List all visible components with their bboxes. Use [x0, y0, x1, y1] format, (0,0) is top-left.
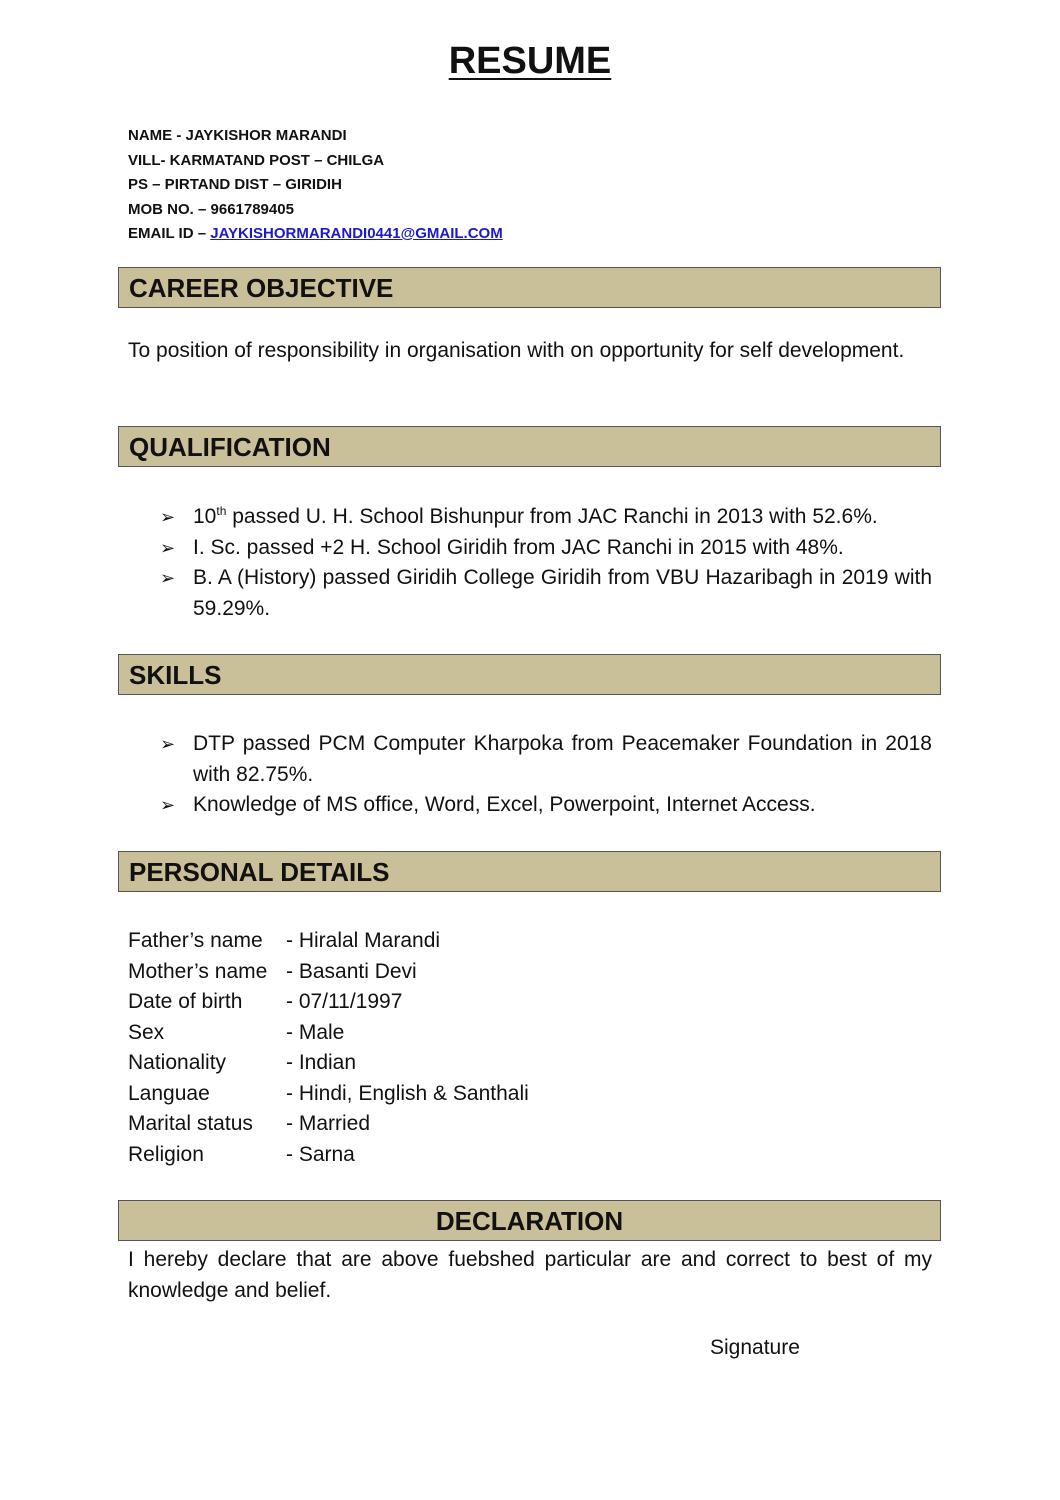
personal-details-table	[128, 926, 529, 1170]
detail-value: - Indian	[286, 1051, 357, 1074]
signature-label: Signature	[710, 1336, 800, 1359]
table-row	[128, 957, 529, 988]
skills-heading: SKILLS	[118, 654, 941, 695]
contact-mobile: MOB NO. – 9661789405	[128, 200, 294, 218]
contact-block	[128, 124, 503, 247]
list-item	[160, 729, 932, 790]
table-row	[128, 1018, 529, 1049]
table-row	[128, 1109, 529, 1140]
list-item	[160, 790, 932, 821]
contact-village: VILL- KARMATAND POST – CHILGA	[128, 151, 385, 169]
page-title	[0, 40, 1060, 83]
detail-value: - Hindi, English & Santhali	[286, 1081, 529, 1105]
list-item	[160, 563, 932, 624]
declaration-text: I hereby declare that are above fuebshed particular are and correct to best of my knowledge and belief.	[128, 1248, 932, 1302]
list-item	[160, 502, 932, 533]
career-objective-text: To position of responsibility in organisation with on opportunity for self development.	[128, 339, 905, 362]
table-row	[128, 1079, 529, 1110]
qualification-3-text: B. A (History) passed Giridih College Giridih from VBU Hazaribagh in 2019 with 59.29%.	[193, 566, 932, 620]
detail-value: - Basanti Devi	[286, 959, 417, 983]
list-item	[160, 533, 932, 564]
detail-label: Religion	[128, 1142, 204, 1166]
career-objective-heading: CAREER OBJECTIVE	[118, 267, 941, 308]
detail-label: Sex	[128, 1020, 165, 1044]
email-link[interactable]: JAYKISHORMARANDI0441@GMAIL.COM	[210, 225, 503, 242]
personal-details-heading: PERSONAL DETAILS	[118, 851, 941, 892]
detail-value: - Sarna	[286, 1142, 355, 1166]
qualification-heading: QUALIFICATION	[118, 426, 941, 467]
arrowhead-bullet-icon: ➢	[160, 537, 176, 558]
table-row	[128, 926, 529, 957]
qualification-list	[160, 502, 932, 624]
skill-1-text: DTP passed PCM Computer Kharpoka from Peacemaker Foundation in 2018 with 82.75%.	[193, 732, 932, 786]
qualification-2-text: I. Sc. passed +2 H. School Giridih from JAC Ranchi in 2015 with 48%.	[193, 535, 844, 559]
detail-label: Marital status	[128, 1112, 253, 1135]
contact-district: PS – PIRTAND DIST – GIRIDIH	[128, 176, 342, 193]
title-text: RESUME	[448, 40, 612, 82]
declaration-heading: DECLARATION	[118, 1200, 941, 1241]
skills-list	[160, 729, 932, 821]
table-row	[128, 987, 529, 1018]
detail-label: Mother’s name	[128, 959, 268, 983]
qualification-1-num: 10	[193, 505, 217, 528]
detail-label: Languae	[128, 1081, 210, 1105]
detail-label: Nationality	[128, 1051, 227, 1074]
detail-value: - Hiralal Marandi	[286, 929, 441, 952]
detail-label: Date of birth	[128, 990, 243, 1013]
arrowhead-bullet-icon: ➢	[160, 507, 176, 527]
detail-value: - Male	[286, 1020, 345, 1044]
contact-name: NAME - JAYKISHOR MARANDI	[128, 127, 347, 144]
qualification-1-rest: passed U. H. School Bishunpur from JAC Ranchi in 2013 with 52.6%.	[226, 505, 878, 528]
arrowhead-bullet-icon: ➢	[160, 734, 176, 754]
arrowhead-bullet-icon: ➢	[160, 795, 176, 815]
detail-value: - Married	[286, 1112, 371, 1135]
skill-2-text: Knowledge of MS office, Word, Excel, Powerpoint, Internet Access.	[193, 793, 816, 816]
email-label: EMAIL ID –	[128, 225, 211, 242]
table-row	[128, 1140, 529, 1171]
detail-value: - 07/11/1997	[286, 990, 403, 1013]
table-row	[128, 1048, 529, 1079]
qualification-1-sup: th	[216, 504, 227, 518]
contact-email-row	[128, 222, 503, 247]
arrowhead-bullet-icon: ➢	[160, 568, 176, 588]
detail-label: Father’s name	[128, 929, 263, 952]
